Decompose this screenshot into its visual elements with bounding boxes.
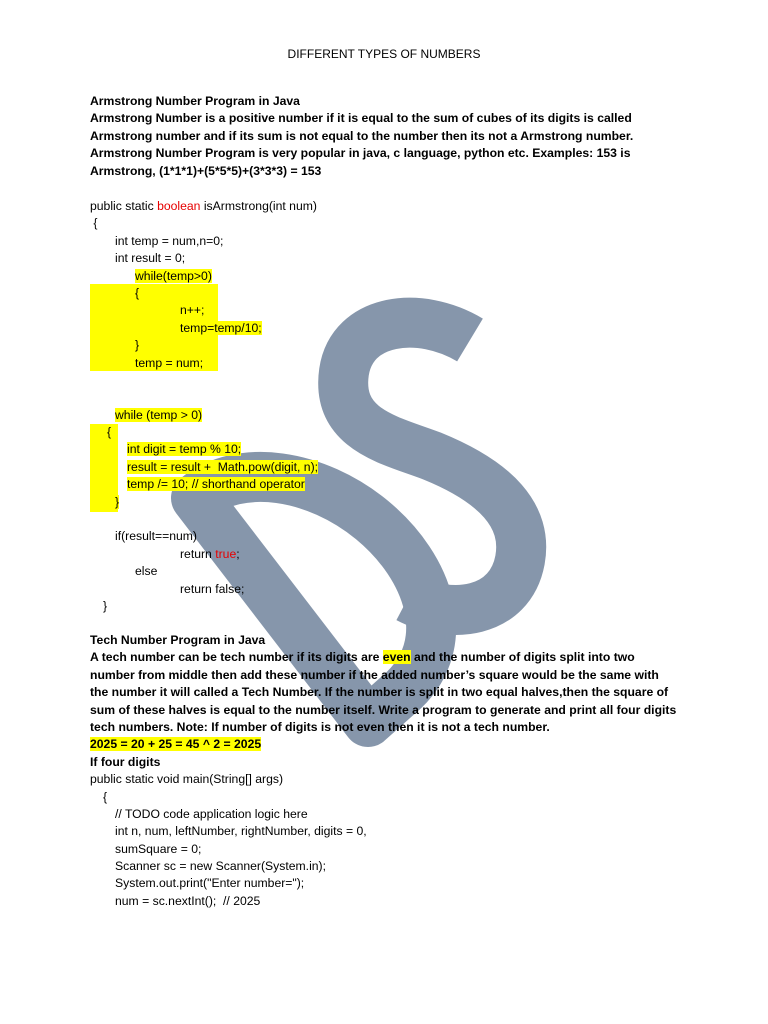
armstrong-section (90, 93, 678, 180)
armstrong-heading: Armstrong Number Program in Java (90, 94, 300, 108)
code-line: System.out.print("Enter number="); (115, 876, 305, 891)
code-line: Scanner sc = new Scanner(System.in); (115, 859, 327, 874)
tech-desc-line: tech numbers. Note: If number of digits is not even then it is not a tech number. (90, 719, 550, 734)
code-line: num = sc.nextInt(); // 2025 (115, 893, 261, 908)
code-line: } (135, 338, 140, 353)
code-line: int digit = temp % 10; (127, 442, 242, 457)
tech-desc-line: the number it will called a Tech Number. If the number is split in two equal halves,then the square of (90, 685, 669, 700)
armstrong-code-block (90, 198, 678, 615)
armstrong-desc-line: Armstrong number and if its sum is not equal to the number then its not a Armstrong number. (90, 128, 634, 143)
code-line: n++; (180, 303, 205, 318)
code-line: int result = 0; (115, 251, 186, 266)
code-line: else (135, 564, 158, 579)
blank-line (90, 389, 678, 406)
method-signature: public static boolean isArmstrong(int num) (90, 199, 317, 213)
code-line: // TODO code application logic here (115, 806, 308, 821)
armstrong-desc-line: Armstrong, (1*1*1)+(5*5*5)+(3*3*3) = 153 (90, 163, 322, 178)
code-line: while (temp > 0) (115, 407, 203, 422)
four-digits-label: If four digits (90, 754, 161, 769)
code-line: { (90, 216, 98, 231)
code-line: while(temp>0) (135, 268, 212, 283)
tech-heading: Tech Number Program in Java (90, 633, 266, 647)
code-line: } (103, 598, 108, 613)
document-title: DIFFERENT TYPES OF NUMBERS (287, 47, 481, 61)
blank-line (90, 372, 678, 389)
main-signature: public static void main(String[] args) (90, 772, 284, 787)
code-line: return true; (180, 546, 240, 561)
armstrong-desc-line: Armstrong Number is a positive number if it is equal to the sum of cubes of its digits is called (90, 111, 632, 126)
code-line: { (135, 285, 140, 300)
tech-desc-line: number from middle then add these number if the added number’s square would be the same with (90, 667, 659, 682)
code-line: } (115, 494, 120, 509)
keyword-boolean: boolean (157, 199, 201, 213)
code-line: result = result + Math.pow(digit, n); (127, 459, 319, 474)
code-line: return false; (180, 581, 245, 596)
code-line: temp = num; (135, 355, 204, 370)
tech-desc-line: sum of these halves is equal to the number itself. Write a program to generate and print all four digits (90, 702, 677, 717)
armstrong-desc-line: Armstrong Number Program is very popular in java, c language, python etc. Examples: 153 is (90, 146, 631, 161)
code-line: int n, num, leftNumber, rightNumber, digits = 0, (115, 824, 367, 839)
code-line: int temp = num,n=0; (115, 233, 224, 248)
code-line: temp /= 10; // shorthand operator (127, 477, 305, 492)
tech-example: 2025 = 20 + 25 = 45 ^ 2 = 2025 (90, 737, 262, 752)
keyword-true: true (215, 546, 237, 561)
code-line: temp=temp/10; (180, 320, 262, 335)
code-line: sumSquare = 0; (115, 841, 202, 856)
code-line: if(result==num) (115, 529, 197, 544)
tech-section (90, 632, 678, 910)
code-line: { (107, 425, 112, 440)
tech-desc-line: A tech number can be tech number if its digits are even and the number of digits split into two (90, 650, 635, 665)
code-line: { (103, 789, 108, 804)
blank-line (90, 511, 678, 528)
highlight-even: even (382, 650, 411, 665)
